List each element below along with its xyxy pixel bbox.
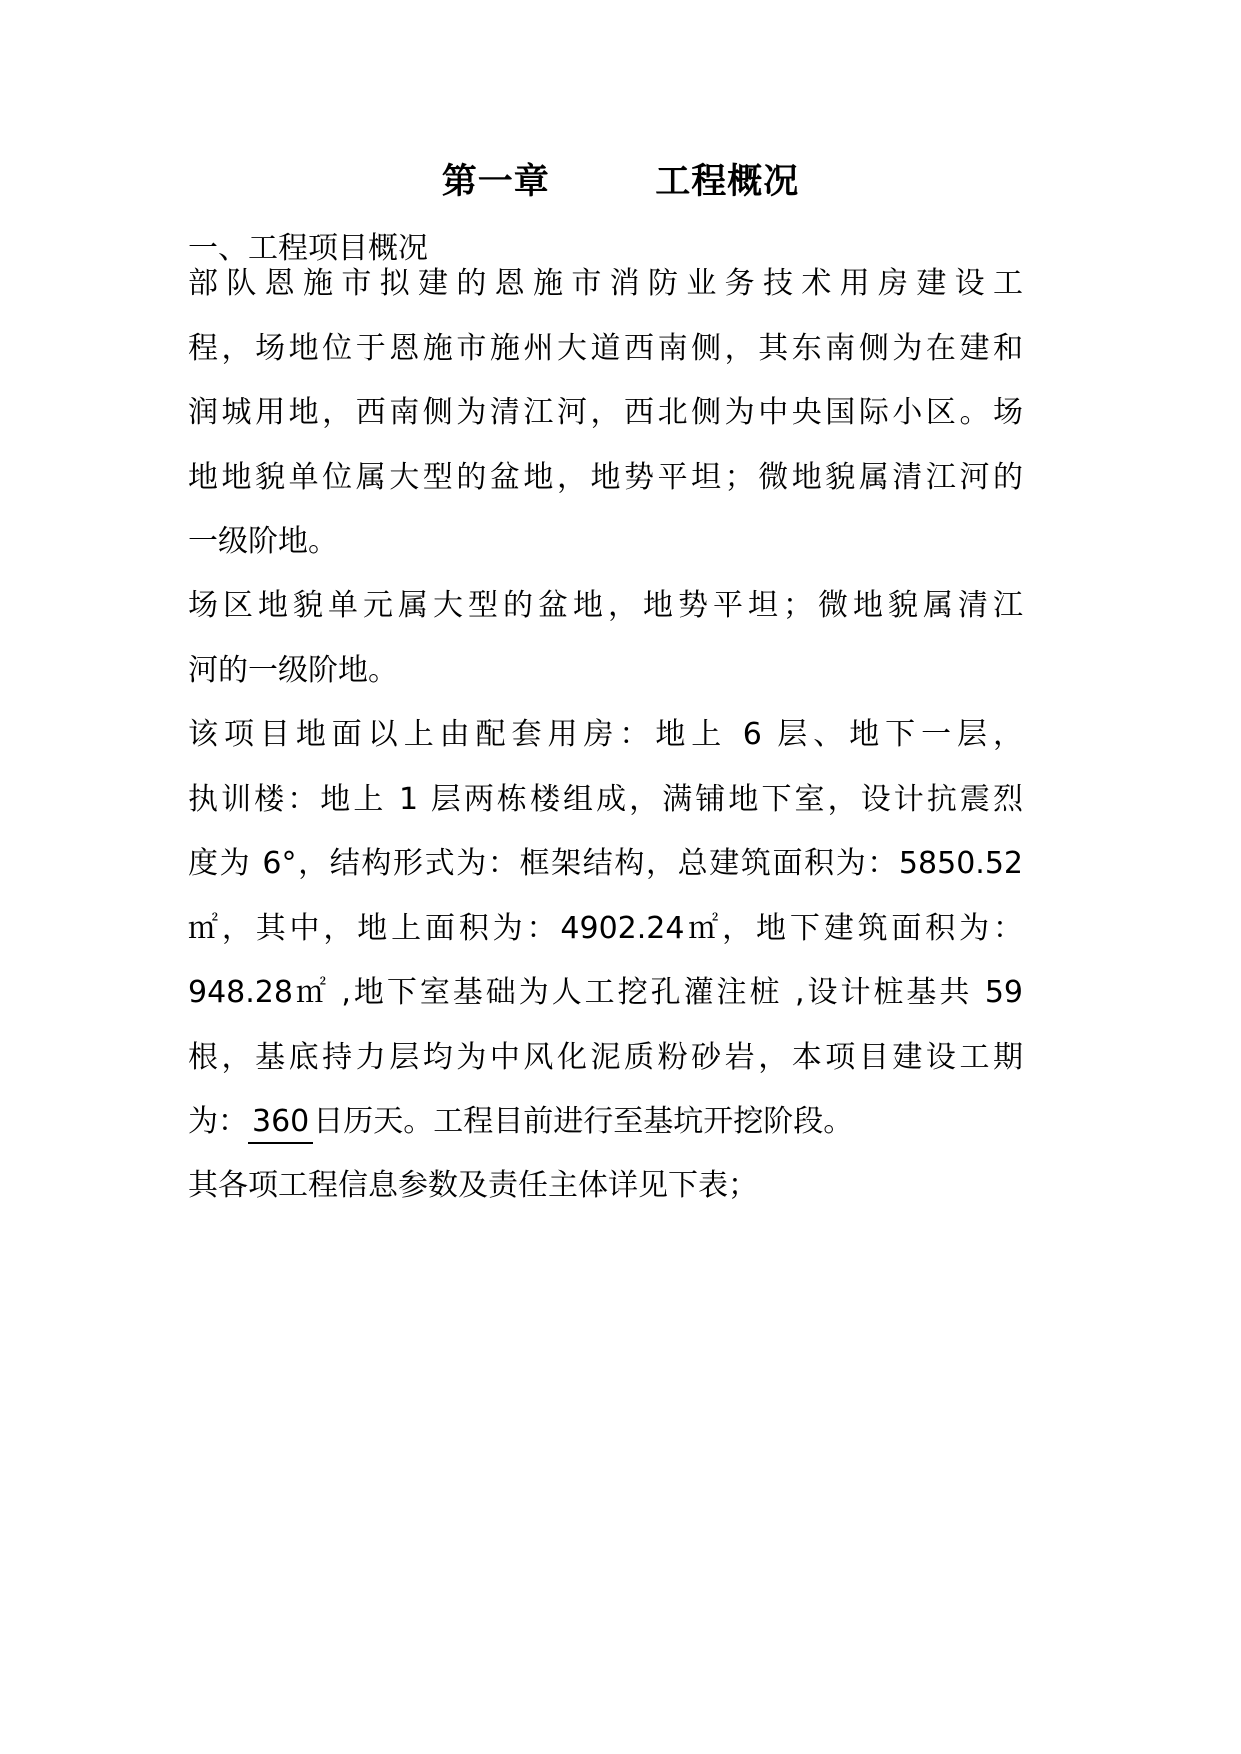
paragraph-line: 河的一级阶地。 [188,652,398,688]
paragraph-line: 程，场地位于恩施市施州大道西南侧，其东南侧为在建和 [188,330,1023,366]
paragraph-line: 根，基底持力层均为中风化泥质粉砂岩，本项目建设工期 [188,1039,1023,1075]
paragraph-line: 度为 6°，结构形式为：框架结构，总建筑面积为：5850.52 [188,846,1023,881]
duration-value: 360 [248,1102,313,1144]
paragraph-line: 润城用地，西南侧为清江河，西北侧为中央国际小区。场 [188,395,1023,430]
paragraph-line: 其各项工程信息参数及责任主体详见下表； [188,1168,758,1203]
paragraph-site-description [188,252,1023,575]
duration-suffix: 日历天。工程目前进行至基坑开挖阶段。 [313,1104,854,1139]
section-heading: 一、工程项目概况 [188,231,428,266]
paragraph-line-duration [188,1090,1023,1155]
paragraph-table-reference [188,1154,1023,1219]
paragraph-line: 948.28㎡ ,地下室基础为人工挖孔灌注桩 ,设计桩基共 59 [188,975,1023,1010]
paragraph-line: 场区地貌单元属大型的盆地，地势平坦；微地貌属清江 [188,588,1023,623]
chapter-title: 第一章 工程概况 [441,162,800,202]
paragraph-line: 部队恩施市拟建的恩施市消防业务技术用房建设工 [188,266,1023,301]
duration-prefix: 为： [188,1104,248,1139]
paragraph-line: ㎡，其中，地上面积为：4902.24㎡，地下建筑面积为： [188,910,1023,946]
paragraph-project-scope [188,703,1023,1155]
paragraph-line: 地地貌单位属大型的盆地，地势平坦；微地貌属清江河的 [188,459,1023,495]
paragraph-landform [188,574,1023,703]
paragraph-line: 该项目地面以上由配套用房：地上 6 层、地下一层， [188,717,1023,752]
paragraph-line: 一级阶地。 [188,524,338,559]
paragraph-line: 执训楼：地上 1 层两栋楼组成，满铺地下室，设计抗震烈 [188,781,1023,817]
